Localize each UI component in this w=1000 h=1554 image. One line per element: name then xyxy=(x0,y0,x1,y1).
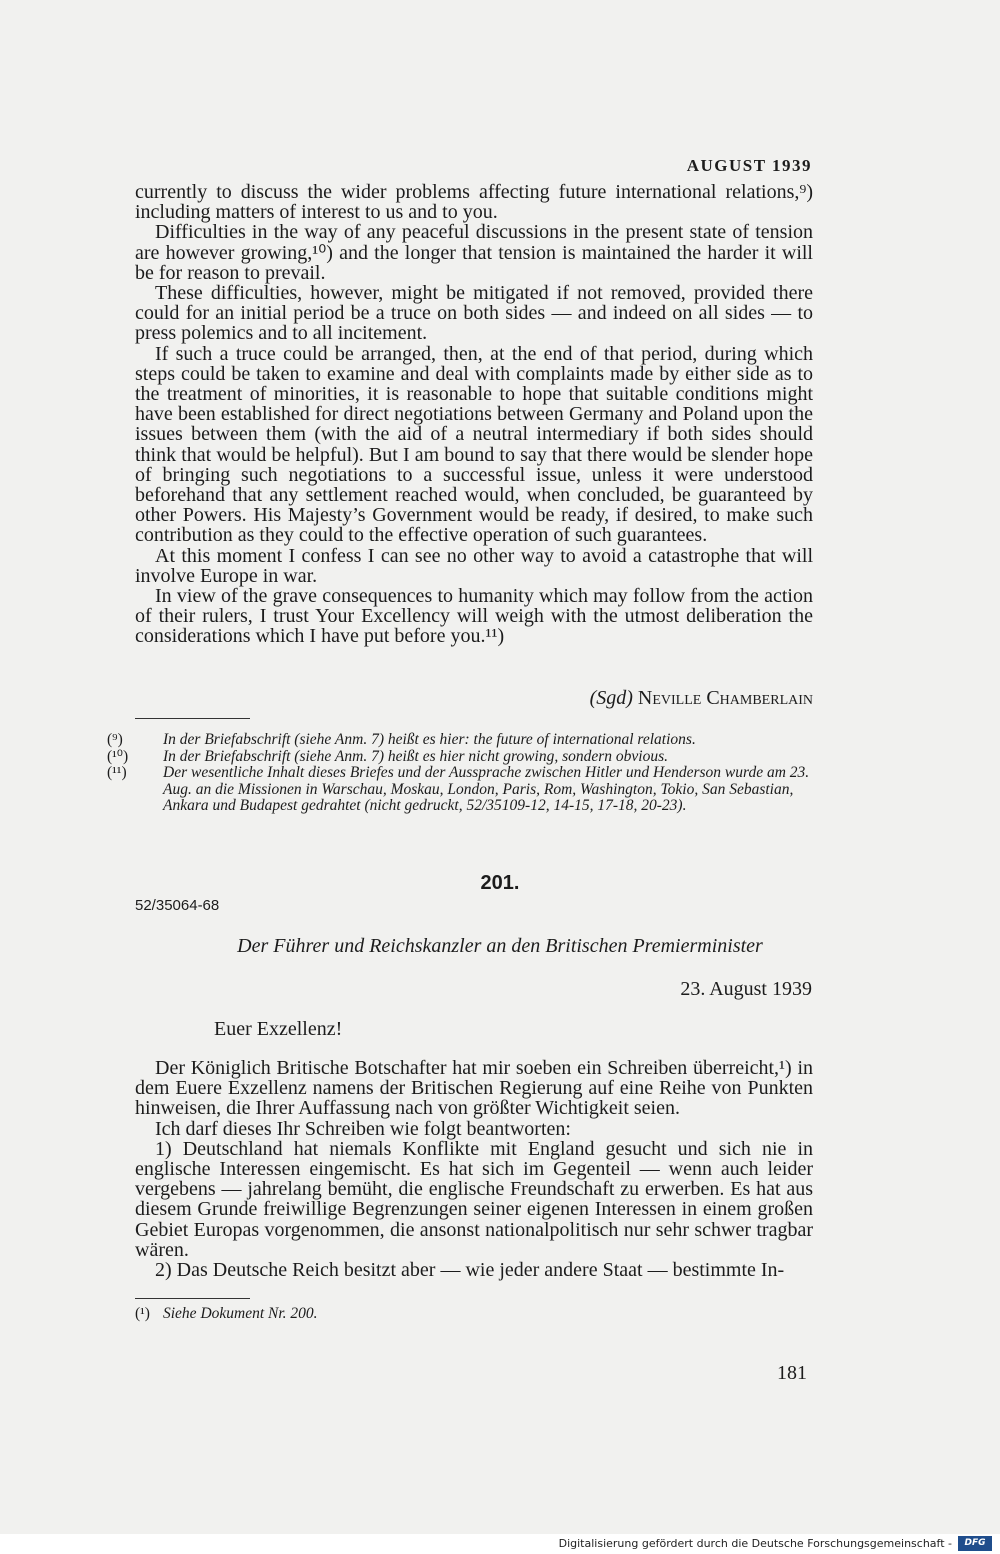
paragraph: 1) Deutschland hat niemals Konflikte mit England gesucht und sich nie in englische Interessen eingemischt. Es hat sich im Gegenteil — wenn auch leider vergebens — jahrelang bemüht, die englische Freundschaft zu erwerben. Es hat aus diesem Grunde freiwillige Begrenzungen seiner eigenen Interessen in einem großen Gebiet Europas vorgenommen, die ansonst nationalpolitisch nur sehr schwer tragbar wären. xyxy=(135,1137,813,1261)
footnote-mark: (⁹) xyxy=(107,731,123,748)
dfg-logo-icon: DFG xyxy=(958,1536,992,1551)
document-number: 201. xyxy=(480,872,520,894)
footnote-mark: (¹¹) xyxy=(107,764,127,781)
footnote-mark: (¹⁰) xyxy=(107,747,129,765)
footnote-text: Der wesentliche Inhalt dieses Briefes und der Aussprache zwischen Hitler und Henderson wurde am 23. Aug. an die Missionen in Warschau, Moskau, London, Paris, Rom, Washington, Tokio, San Sebastian, Ankara und Budapest gedrahtet (nicht gedruckt, 52/35109-12, 14-15, 17-18, 20-23). xyxy=(163,764,810,814)
signature xyxy=(590,687,813,710)
footnotes xyxy=(135,1306,813,1323)
footnotes xyxy=(107,731,813,815)
footnote xyxy=(107,747,813,766)
footnote-rule xyxy=(135,1298,250,1299)
document-date: 23. August 1939 xyxy=(680,978,812,1000)
letter2-body xyxy=(135,1058,813,1280)
digitization-banner xyxy=(0,1534,1000,1554)
paragraph: Der Königlich Britische Botschafter hat mir soeben ein Schreiben überreicht,¹) in dem Euere Exzellenz namens der Britischen Regierung auf eine Reihe von Punkten hinweisen, die Ihrer Auffassung nach von größter Wichtigkeit seien. xyxy=(135,1057,813,1120)
footnote xyxy=(107,764,813,815)
footnote-text: In der Briefabschrift (siehe Anm. 7) heißt es hier nicht growing, sondern obvious. xyxy=(163,747,668,765)
archive-reference: 52/35064-68 xyxy=(135,897,220,914)
footnote xyxy=(135,1306,813,1323)
footnote-mark: (¹) xyxy=(135,1305,150,1322)
paragraph: Difficulties in the way of any peaceful discussions in the present state of tension are however growing,¹⁰) and the longer that tension is maintained the harder it will be for reason to prevail. xyxy=(135,221,813,284)
signature-name: Neville Chamberlain xyxy=(637,687,813,709)
footnote-rule xyxy=(135,718,250,719)
document-title: Der Führer und Reichskanzler an den Britischen Premierminister xyxy=(237,935,763,957)
footnote xyxy=(107,731,813,749)
footnote-text: In der Briefabschrift (siehe Anm. 7) heißt es hier: the future of international relations. xyxy=(163,731,696,748)
paragraph: At this moment I confess I can see no other way to avoid a catastrophe that will involve Europe in war. xyxy=(135,544,813,587)
footnote-text: Siehe Dokument Nr. 200. xyxy=(163,1305,318,1322)
running-header: AUGUST 1939 xyxy=(686,156,812,175)
paragraph: currently to discuss the wider problems affecting future international relations,⁹) including matters of interest to us and to you. xyxy=(135,181,813,224)
paragraph: If such a truce could be arranged, then, at the end of that period, during which steps could be taken to examine and deal with complaints made by either side as to the treatment of minorities, it is reasonable to hope that suitable conditions might have been established for direct negotiations between Germany and Poland upon the issues between them (with the aid of a neutral intermediary if both sides should think that would be helpful). But I am bound to say that there would be slender hope of bringing such negotiations to a successful issue, unless it were understood beforehand that any settlement reached would, when concluded, be guaranteed by other Powers. His Majesty’s Government would be ready, if desired, to make such contribution as they could to the effective operation of such guarantees. xyxy=(135,342,813,547)
paragraph: Ich darf dieses Ihr Schreiben wie folgt beantworten: xyxy=(155,1117,571,1140)
letter-body xyxy=(135,182,813,647)
signature-prefix: (Sgd) xyxy=(589,687,633,709)
paragraph: In view of the grave consequences to humanity which may follow from the action of their rulers, I trust Your Excellency will weigh with the utmost deliberation the considerations which I have put before you.¹¹) xyxy=(135,585,813,648)
salutation: Euer Exzellenz! xyxy=(214,1018,343,1040)
paragraph: These difficulties, however, might be mitigated if not removed, provided there could for an initial period be a truce on both sides — and indeed on all sides — to press polemics and to all incitement. xyxy=(135,282,813,345)
banner-text: Digitalisierung gefördert durch die Deutsche Forschungsgemeinschaft - xyxy=(558,1537,952,1550)
paragraph: 2) Das Deutsche Reich besitzt aber — wie jeder andere Staat — bestimmte In- xyxy=(155,1259,785,1282)
page-number: 181 xyxy=(777,1362,807,1384)
